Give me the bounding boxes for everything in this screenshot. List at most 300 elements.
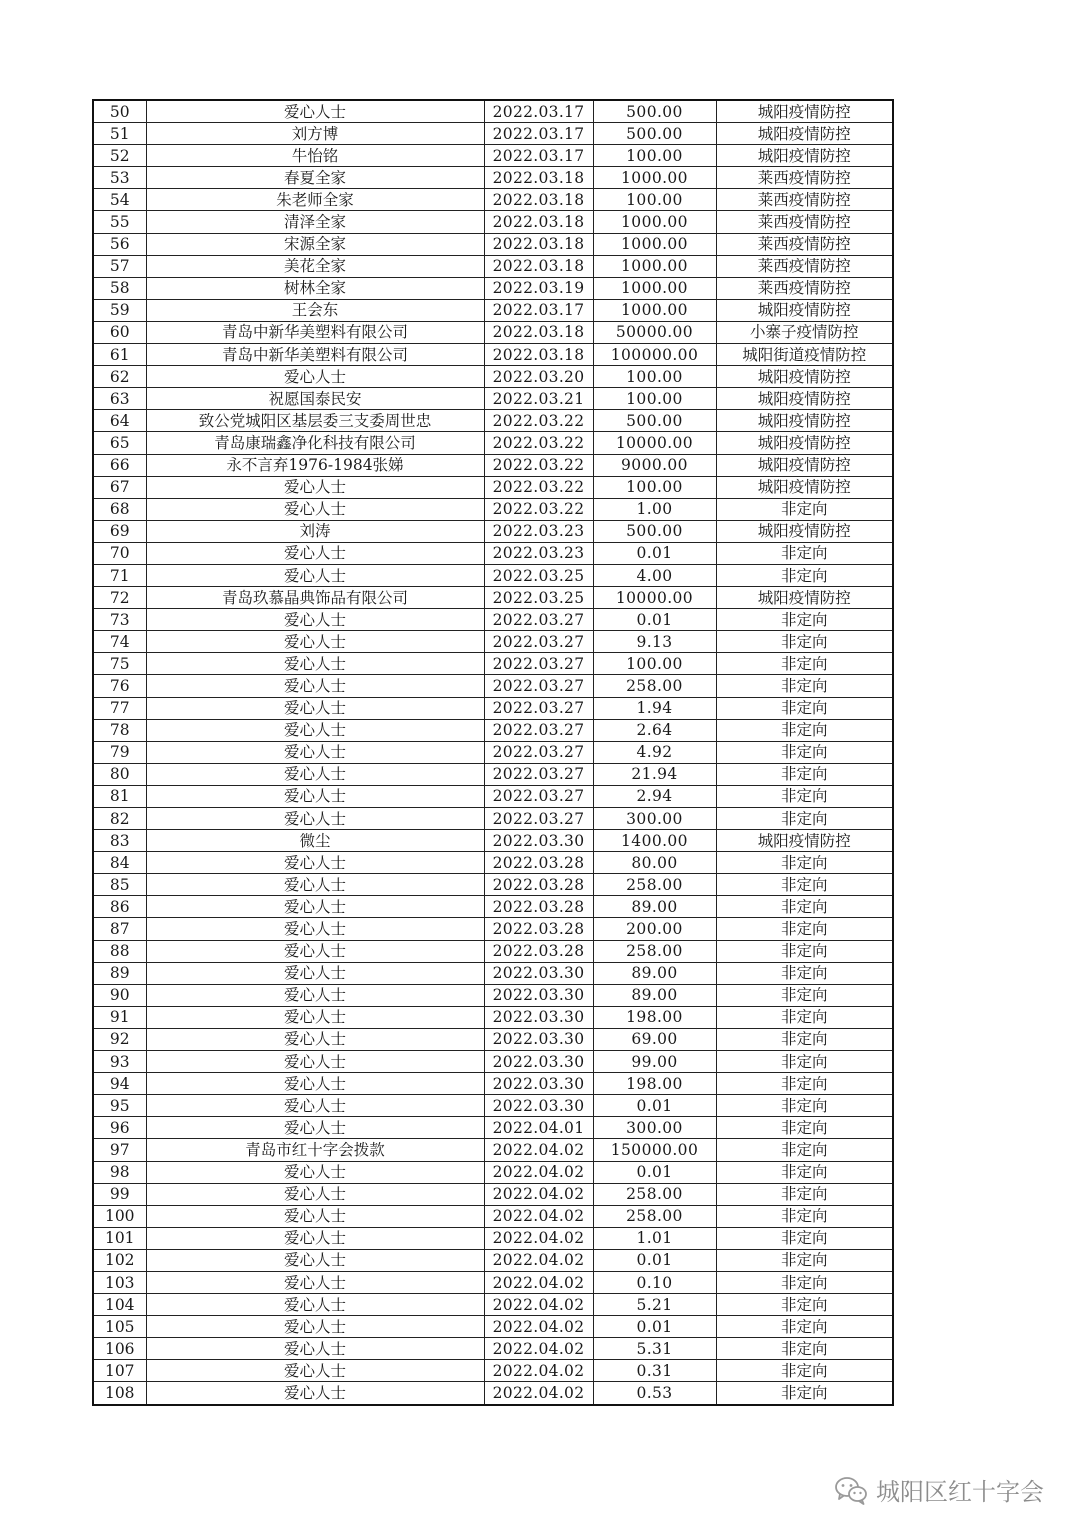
table-row — [93, 808, 893, 830]
donation-date-cell: 2022.03.25 — [484, 564, 593, 586]
table-row — [93, 145, 893, 167]
donor-name-cell: 爱心人士 — [146, 1249, 484, 1271]
purpose-cell: 城阳疫情防控 — [716, 587, 893, 609]
table-row — [93, 896, 893, 918]
donor-name-cell: 爱心人士 — [146, 719, 484, 741]
table-row — [93, 167, 893, 189]
amount-cell: 500.00 — [593, 410, 716, 432]
donor-name-cell: 爱心人士 — [146, 984, 484, 1006]
purpose-cell: 城阳疫情防控 — [716, 299, 893, 321]
amount-cell: 300.00 — [593, 1117, 716, 1139]
table-row — [93, 940, 893, 962]
amount-cell: 1400.00 — [593, 830, 716, 852]
purpose-cell: 非定向 — [716, 918, 893, 940]
purpose-cell: 非定向 — [716, 1249, 893, 1271]
donor-name-cell: 清泽全家 — [146, 211, 484, 233]
row-number-cell: 62 — [93, 366, 146, 388]
purpose-cell: 非定向 — [716, 1095, 893, 1117]
table-row — [93, 1028, 893, 1050]
purpose-cell: 非定向 — [716, 1294, 893, 1316]
row-number-cell: 92 — [93, 1028, 146, 1050]
donation-date-cell: 2022.03.27 — [484, 653, 593, 675]
purpose-cell: 非定向 — [716, 741, 893, 763]
table-row — [93, 1161, 893, 1183]
donor-name-cell: 宋源全家 — [146, 233, 484, 255]
row-number-cell: 51 — [93, 123, 146, 145]
row-number-cell: 72 — [93, 587, 146, 609]
row-number-cell: 56 — [93, 233, 146, 255]
purpose-cell: 非定向 — [716, 697, 893, 719]
amount-cell: 10000.00 — [593, 587, 716, 609]
donation-date-cell: 2022.04.01 — [484, 1117, 593, 1139]
purpose-cell: 非定向 — [716, 1006, 893, 1028]
donor-name-cell: 牛怡铭 — [146, 145, 484, 167]
table-row — [93, 432, 893, 454]
donor-name-cell: 爱心人士 — [146, 1028, 484, 1050]
donor-name-cell: 爱心人士 — [146, 609, 484, 631]
table-row — [93, 100, 893, 123]
table-row — [93, 255, 893, 277]
table-row — [93, 1073, 893, 1095]
purpose-cell: 莱西疫情防控 — [716, 255, 893, 277]
donation-date-cell: 2022.03.23 — [484, 520, 593, 542]
donor-name-cell: 树林全家 — [146, 277, 484, 299]
row-number-cell: 104 — [93, 1294, 146, 1316]
amount-cell: 0.01 — [593, 1095, 716, 1117]
purpose-cell: 非定向 — [716, 763, 893, 785]
row-number-cell: 83 — [93, 830, 146, 852]
donation-date-cell: 2022.04.02 — [484, 1183, 593, 1205]
donor-name-cell: 爱心人士 — [146, 498, 484, 520]
table-row — [93, 1338, 893, 1360]
amount-cell: 4.00 — [593, 564, 716, 586]
purpose-cell: 城阳疫情防控 — [716, 520, 893, 542]
amount-cell: 0.01 — [593, 1316, 716, 1338]
table-row — [93, 1139, 893, 1161]
donation-date-cell: 2022.04.02 — [484, 1382, 593, 1405]
amount-cell: 0.10 — [593, 1271, 716, 1293]
purpose-cell: 非定向 — [716, 1271, 893, 1293]
row-number-cell: 96 — [93, 1117, 146, 1139]
purpose-cell: 非定向 — [716, 1139, 893, 1161]
donation-date-cell: 2022.03.28 — [484, 874, 593, 896]
donation-date-cell: 2022.03.30 — [484, 830, 593, 852]
donor-name-cell: 爱心人士 — [146, 1360, 484, 1382]
purpose-cell: 莱西疫情防控 — [716, 277, 893, 299]
purpose-cell: 非定向 — [716, 896, 893, 918]
row-number-cell: 69 — [93, 520, 146, 542]
amount-cell: 5.21 — [593, 1294, 716, 1316]
row-number-cell: 97 — [93, 1139, 146, 1161]
donation-date-cell: 2022.03.30 — [484, 984, 593, 1006]
purpose-cell: 城阳疫情防控 — [716, 100, 893, 123]
purpose-cell: 非定向 — [716, 984, 893, 1006]
purpose-cell: 城阳疫情防控 — [716, 366, 893, 388]
row-number-cell: 60 — [93, 321, 146, 343]
donor-name-cell: 爱心人士 — [146, 763, 484, 785]
donor-name-cell: 爱心人士 — [146, 1271, 484, 1293]
donor-name-cell: 爱心人士 — [146, 1338, 484, 1360]
row-number-cell: 74 — [93, 631, 146, 653]
purpose-cell: 城阳街道疫情防控 — [716, 344, 893, 366]
table-row — [93, 587, 893, 609]
amount-cell: 100.00 — [593, 145, 716, 167]
table-row — [93, 520, 893, 542]
purpose-cell: 非定向 — [716, 1338, 893, 1360]
donation-date-cell: 2022.03.27 — [484, 741, 593, 763]
donor-name-cell: 爱心人士 — [146, 1183, 484, 1205]
amount-cell: 1000.00 — [593, 299, 716, 321]
donation-date-cell: 2022.03.28 — [484, 852, 593, 874]
donor-name-cell: 爱心人士 — [146, 741, 484, 763]
row-number-cell: 80 — [93, 763, 146, 785]
donation-date-cell: 2022.03.18 — [484, 255, 593, 277]
donor-name-cell: 致公党城阳区基层委三支委周世忠 — [146, 410, 484, 432]
wechat-icon — [834, 1475, 868, 1505]
purpose-cell: 城阳疫情防控 — [716, 454, 893, 476]
table-row — [93, 1117, 893, 1139]
table-row — [93, 1006, 893, 1028]
amount-cell: 0.01 — [593, 609, 716, 631]
donation-date-cell: 2022.03.28 — [484, 918, 593, 940]
row-number-cell: 77 — [93, 697, 146, 719]
donation-date-cell: 2022.03.17 — [484, 299, 593, 321]
table-row — [93, 1316, 893, 1338]
table-row — [93, 1360, 893, 1382]
amount-cell: 1.94 — [593, 697, 716, 719]
row-number-cell: 102 — [93, 1249, 146, 1271]
donor-name-cell: 微尘 — [146, 830, 484, 852]
purpose-cell: 非定向 — [716, 1028, 893, 1050]
table-row — [93, 1249, 893, 1271]
donor-name-cell: 刘方博 — [146, 123, 484, 145]
donor-name-cell: 青岛中新华美塑料有限公司 — [146, 321, 484, 343]
donation-date-cell: 2022.03.17 — [484, 145, 593, 167]
table-row — [93, 785, 893, 807]
table-row — [93, 830, 893, 852]
row-number-cell: 79 — [93, 741, 146, 763]
purpose-cell: 城阳疫情防控 — [716, 830, 893, 852]
donor-name-cell: 爱心人士 — [146, 896, 484, 918]
amount-cell: 258.00 — [593, 1205, 716, 1227]
amount-cell: 69.00 — [593, 1028, 716, 1050]
amount-cell: 198.00 — [593, 1073, 716, 1095]
row-number-cell: 89 — [93, 962, 146, 984]
purpose-cell: 城阳疫情防控 — [716, 123, 893, 145]
table-row — [93, 1294, 893, 1316]
table-row — [93, 233, 893, 255]
amount-cell: 1000.00 — [593, 233, 716, 255]
row-number-cell: 100 — [93, 1205, 146, 1227]
donation-ledger-table — [92, 99, 894, 1406]
purpose-cell: 莱西疫情防控 — [716, 189, 893, 211]
donor-name-cell: 永不言弃1976-1984张娣 — [146, 454, 484, 476]
donation-date-cell: 2022.03.17 — [484, 123, 593, 145]
donor-name-cell: 朱老师全家 — [146, 189, 484, 211]
table-row — [93, 1183, 893, 1205]
donor-name-cell: 王会东 — [146, 299, 484, 321]
table-row — [93, 852, 893, 874]
donation-date-cell: 2022.03.28 — [484, 940, 593, 962]
donation-date-cell: 2022.04.02 — [484, 1227, 593, 1249]
donor-name-cell: 青岛玖慕晶典饰品有限公司 — [146, 587, 484, 609]
table-row — [93, 1271, 893, 1293]
donor-name-cell: 春夏全家 — [146, 167, 484, 189]
purpose-cell: 非定向 — [716, 719, 893, 741]
table-row — [93, 123, 893, 145]
donor-name-cell: 爱心人士 — [146, 1006, 484, 1028]
amount-cell: 0.01 — [593, 1249, 716, 1271]
donation-date-cell: 2022.03.27 — [484, 808, 593, 830]
donor-name-cell: 青岛康瑞鑫净化科技有限公司 — [146, 432, 484, 454]
table-row — [93, 741, 893, 763]
table-row — [93, 410, 893, 432]
donor-name-cell: 爱心人士 — [146, 476, 484, 498]
amount-cell: 9000.00 — [593, 454, 716, 476]
table-row — [93, 277, 893, 299]
purpose-cell: 非定向 — [716, 808, 893, 830]
row-number-cell: 98 — [93, 1161, 146, 1183]
purpose-cell: 非定向 — [716, 542, 893, 564]
row-number-cell: 101 — [93, 1227, 146, 1249]
donation-date-cell: 2022.04.02 — [484, 1139, 593, 1161]
amount-cell: 258.00 — [593, 940, 716, 962]
purpose-cell: 非定向 — [716, 653, 893, 675]
donation-date-cell: 2022.03.18 — [484, 321, 593, 343]
donation-date-cell: 2022.03.17 — [484, 100, 593, 123]
purpose-cell: 非定向 — [716, 675, 893, 697]
row-number-cell: 82 — [93, 808, 146, 830]
donor-name-cell: 爱心人士 — [146, 697, 484, 719]
table-row — [93, 1227, 893, 1249]
purpose-cell: 非定向 — [716, 564, 893, 586]
table-row — [93, 962, 893, 984]
amount-cell: 1.00 — [593, 498, 716, 520]
donor-name-cell: 爱心人士 — [146, 962, 484, 984]
donation-date-cell: 2022.03.25 — [484, 587, 593, 609]
row-number-cell: 85 — [93, 874, 146, 896]
amount-cell: 0.01 — [593, 542, 716, 564]
purpose-cell: 城阳疫情防控 — [716, 476, 893, 498]
watermark-text: 城阳区红十字会 — [876, 1478, 1044, 1506]
amount-cell: 89.00 — [593, 962, 716, 984]
purpose-cell: 非定向 — [716, 1161, 893, 1183]
row-number-cell: 55 — [93, 211, 146, 233]
donation-date-cell: 2022.03.18 — [484, 189, 593, 211]
table-row — [93, 454, 893, 476]
purpose-cell: 非定向 — [716, 609, 893, 631]
table-row — [93, 344, 893, 366]
amount-cell: 100.00 — [593, 189, 716, 211]
amount-cell: 21.94 — [593, 763, 716, 785]
donation-date-cell: 2022.03.22 — [484, 476, 593, 498]
amount-cell: 198.00 — [593, 1006, 716, 1028]
row-number-cell: 91 — [93, 1006, 146, 1028]
donation-date-cell: 2022.03.23 — [484, 542, 593, 564]
purpose-cell: 非定向 — [716, 1051, 893, 1073]
ledger-body — [93, 100, 893, 1405]
table-row — [93, 697, 893, 719]
donor-name-cell: 爱心人士 — [146, 1205, 484, 1227]
row-number-cell: 53 — [93, 167, 146, 189]
amount-cell: 89.00 — [593, 984, 716, 1006]
row-number-cell: 50 — [93, 100, 146, 123]
row-number-cell: 75 — [93, 653, 146, 675]
donation-date-cell: 2022.03.27 — [484, 719, 593, 741]
purpose-cell: 非定向 — [716, 1360, 893, 1382]
donation-date-cell: 2022.04.02 — [484, 1161, 593, 1183]
row-number-cell: 103 — [93, 1271, 146, 1293]
donation-date-cell: 2022.03.30 — [484, 1095, 593, 1117]
amount-cell: 2.64 — [593, 719, 716, 741]
row-number-cell: 70 — [93, 542, 146, 564]
donor-name-cell: 爱心人士 — [146, 808, 484, 830]
row-number-cell: 84 — [93, 852, 146, 874]
purpose-cell: 非定向 — [716, 1316, 893, 1338]
amount-cell: 1000.00 — [593, 277, 716, 299]
amount-cell: 10000.00 — [593, 432, 716, 454]
amount-cell: 1000.00 — [593, 255, 716, 277]
amount-cell: 258.00 — [593, 675, 716, 697]
donation-date-cell: 2022.03.18 — [484, 344, 593, 366]
donor-name-cell: 爱心人士 — [146, 874, 484, 896]
amount-cell: 0.31 — [593, 1360, 716, 1382]
table-row — [93, 299, 893, 321]
table-row — [93, 653, 893, 675]
donation-date-cell: 2022.03.22 — [484, 432, 593, 454]
table-row — [93, 874, 893, 896]
row-number-cell: 94 — [93, 1073, 146, 1095]
donation-date-cell: 2022.03.30 — [484, 1073, 593, 1095]
table-row — [93, 1205, 893, 1227]
donation-date-cell: 2022.03.22 — [484, 410, 593, 432]
purpose-cell: 非定向 — [716, 852, 893, 874]
donor-name-cell: 爱心人士 — [146, 1316, 484, 1338]
donation-date-cell: 2022.03.30 — [484, 1006, 593, 1028]
purpose-cell: 非定向 — [716, 1205, 893, 1227]
row-number-cell: 67 — [93, 476, 146, 498]
purpose-cell: 非定向 — [716, 631, 893, 653]
row-number-cell: 78 — [93, 719, 146, 741]
purpose-cell: 城阳疫情防控 — [716, 410, 893, 432]
amount-cell: 89.00 — [593, 896, 716, 918]
table-row — [93, 321, 893, 343]
amount-cell: 1000.00 — [593, 167, 716, 189]
row-number-cell: 88 — [93, 940, 146, 962]
row-number-cell: 76 — [93, 675, 146, 697]
donation-date-cell: 2022.04.02 — [484, 1360, 593, 1382]
donation-date-cell: 2022.03.30 — [484, 962, 593, 984]
account-watermark — [834, 1472, 1044, 1507]
donor-name-cell: 青岛市红十字会拨款 — [146, 1139, 484, 1161]
table-row — [93, 918, 893, 940]
donation-date-cell: 2022.03.27 — [484, 697, 593, 719]
donation-date-cell: 2022.04.02 — [484, 1249, 593, 1271]
purpose-cell: 非定向 — [716, 1227, 893, 1249]
donor-name-cell: 爱心人士 — [146, 1382, 484, 1405]
purpose-cell: 城阳疫情防控 — [716, 388, 893, 410]
purpose-cell: 非定向 — [716, 874, 893, 896]
donation-date-cell: 2022.03.30 — [484, 1051, 593, 1073]
amount-cell: 100000.00 — [593, 344, 716, 366]
amount-cell: 50000.00 — [593, 321, 716, 343]
row-number-cell: 63 — [93, 388, 146, 410]
donation-date-cell: 2022.03.27 — [484, 631, 593, 653]
donor-name-cell: 爱心人士 — [146, 542, 484, 564]
amount-cell: 100.00 — [593, 653, 716, 675]
table-row — [93, 1051, 893, 1073]
row-number-cell: 81 — [93, 785, 146, 807]
donation-date-cell: 2022.03.18 — [484, 211, 593, 233]
row-number-cell: 95 — [93, 1095, 146, 1117]
row-number-cell: 65 — [93, 432, 146, 454]
table-row — [93, 763, 893, 785]
amount-cell: 4.92 — [593, 741, 716, 763]
row-number-cell: 71 — [93, 564, 146, 586]
donor-name-cell: 爱心人士 — [146, 1227, 484, 1249]
donation-date-cell: 2022.03.28 — [484, 896, 593, 918]
table-row — [93, 675, 893, 697]
donor-name-cell: 爱心人士 — [146, 100, 484, 123]
purpose-cell: 城阳疫情防控 — [716, 145, 893, 167]
table-row — [93, 984, 893, 1006]
row-number-cell: 86 — [93, 896, 146, 918]
purpose-cell: 莱西疫情防控 — [716, 167, 893, 189]
table-row — [93, 542, 893, 564]
amount-cell: 500.00 — [593, 100, 716, 123]
donation-date-cell: 2022.04.02 — [484, 1271, 593, 1293]
amount-cell: 500.00 — [593, 123, 716, 145]
table-row — [93, 564, 893, 586]
row-number-cell: 52 — [93, 145, 146, 167]
amount-cell: 1.01 — [593, 1227, 716, 1249]
donation-date-cell: 2022.04.02 — [484, 1294, 593, 1316]
purpose-cell: 莱西疫情防控 — [716, 233, 893, 255]
purpose-cell: 非定向 — [716, 498, 893, 520]
amount-cell: 99.00 — [593, 1051, 716, 1073]
donation-date-cell: 2022.04.02 — [484, 1316, 593, 1338]
row-number-cell: 64 — [93, 410, 146, 432]
row-number-cell: 87 — [93, 918, 146, 940]
amount-cell: 5.31 — [593, 1338, 716, 1360]
donor-name-cell: 爱心人士 — [146, 1161, 484, 1183]
amount-cell: 258.00 — [593, 1183, 716, 1205]
donor-name-cell: 爱心人士 — [146, 1294, 484, 1316]
row-number-cell: 59 — [93, 299, 146, 321]
row-number-cell: 99 — [93, 1183, 146, 1205]
table-row — [93, 719, 893, 741]
donor-name-cell: 爱心人士 — [146, 1051, 484, 1073]
donor-name-cell: 青岛中新华美塑料有限公司 — [146, 344, 484, 366]
row-number-cell: 61 — [93, 344, 146, 366]
table-row — [93, 211, 893, 233]
donation-date-cell: 2022.04.02 — [484, 1205, 593, 1227]
purpose-cell: 非定向 — [716, 962, 893, 984]
purpose-cell: 城阳疫情防控 — [716, 432, 893, 454]
donation-date-cell: 2022.03.21 — [484, 388, 593, 410]
donor-name-cell: 爱心人士 — [146, 1073, 484, 1095]
purpose-cell: 莱西疫情防控 — [716, 211, 893, 233]
row-number-cell: 105 — [93, 1316, 146, 1338]
table-row — [93, 498, 893, 520]
amount-cell: 258.00 — [593, 874, 716, 896]
row-number-cell: 93 — [93, 1051, 146, 1073]
amount-cell: 1000.00 — [593, 211, 716, 233]
donor-name-cell: 美花全家 — [146, 255, 484, 277]
donation-date-cell: 2022.03.22 — [484, 454, 593, 476]
donor-name-cell: 爱心人士 — [146, 940, 484, 962]
amount-cell: 80.00 — [593, 852, 716, 874]
